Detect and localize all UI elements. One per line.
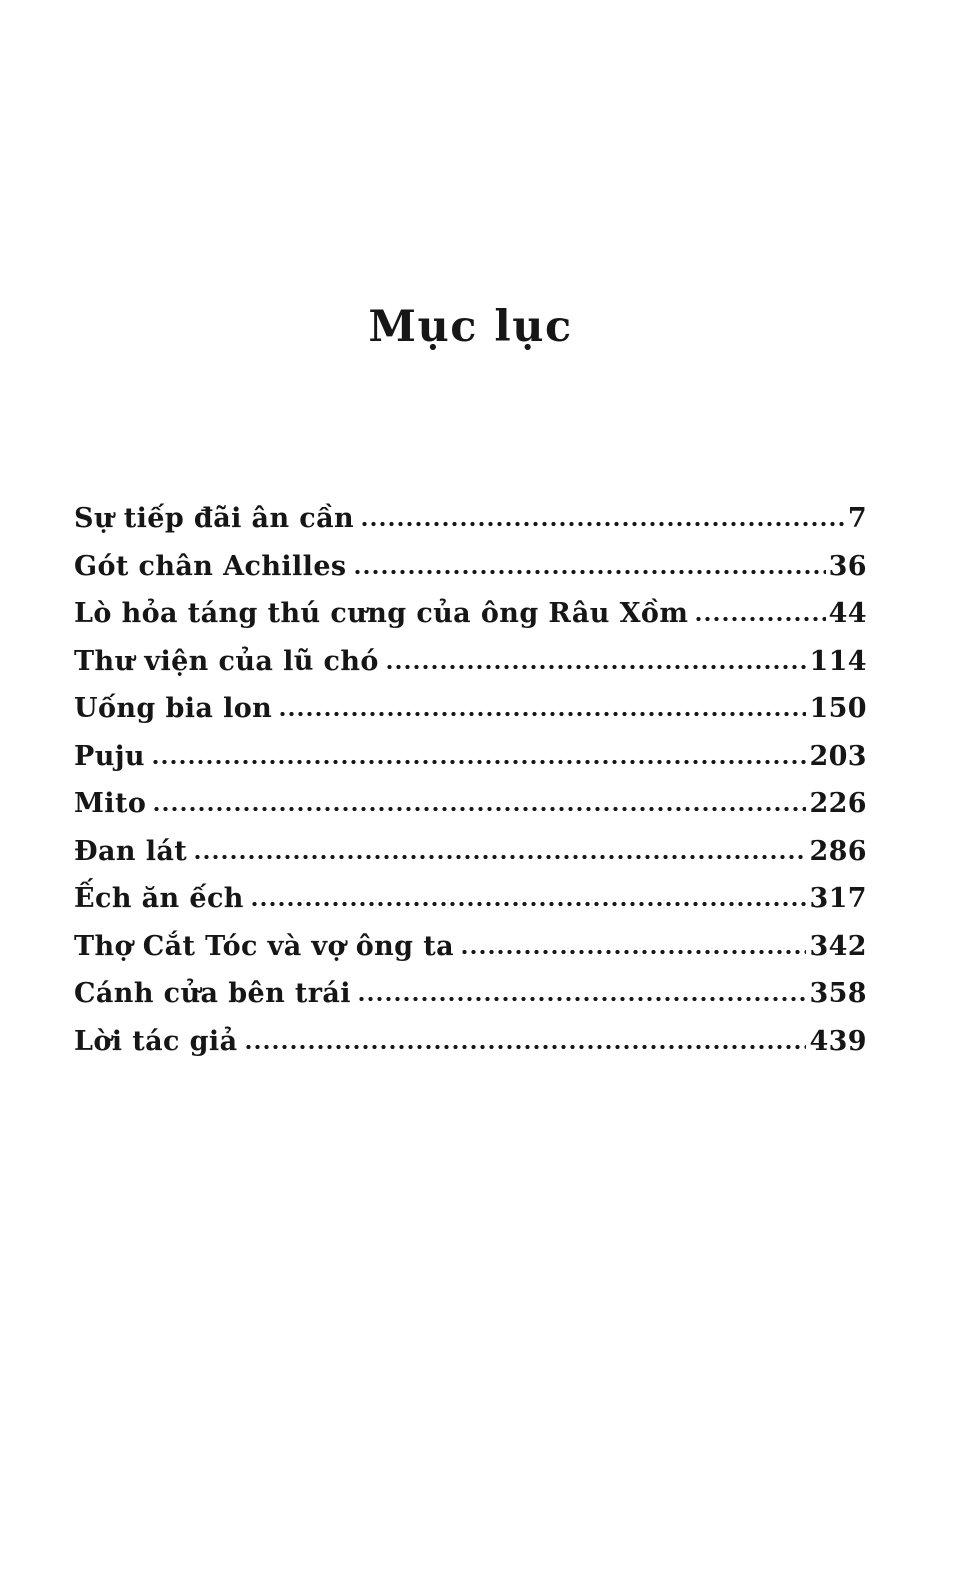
toc-entry-page: 342 — [809, 930, 867, 962]
toc-entry — [74, 979, 867, 1008]
dot-leader — [244, 1043, 807, 1051]
dot-leader — [278, 710, 806, 718]
toc-entry-page: 358 — [809, 978, 867, 1010]
toc-entry-page: 114 — [809, 645, 867, 677]
dot-leader — [694, 615, 825, 623]
dot-leader — [353, 568, 826, 576]
toc-entry — [74, 884, 867, 913]
toc-entry-page: 7 — [847, 503, 867, 535]
dot-leader — [357, 995, 806, 1003]
toc-entry — [74, 742, 867, 771]
toc-entry-page: 203 — [809, 740, 867, 772]
toc-entry-page: 439 — [809, 1025, 867, 1057]
toc-entry — [74, 789, 867, 818]
page-title: Mục lục — [368, 302, 573, 352]
toc-entry-page: 150 — [809, 693, 867, 725]
toc-entry — [74, 599, 867, 628]
dot-leader — [193, 853, 806, 861]
toc-entry-page: 226 — [809, 788, 867, 820]
toc-entry — [74, 837, 867, 866]
toc-entry-page: 44 — [828, 598, 867, 630]
toc-entry-page: 317 — [809, 883, 867, 915]
toc-entry-title: Sự tiếp đãi ân cần — [74, 503, 355, 535]
toc-entry-title: Mito — [74, 788, 147, 820]
toc-entry-title: Cánh cửa bên trái — [74, 978, 351, 1010]
toc-entry-title: Ếch ăn ếch — [74, 883, 244, 915]
toc-entry-title: Đan lát — [74, 835, 188, 867]
toc-entry — [74, 932, 867, 961]
dot-leader — [385, 663, 807, 671]
toc-entry-title: Lò hỏa táng thú cưng của ông Râu Xồm — [74, 598, 689, 630]
toc-entry-page: 36 — [828, 550, 867, 582]
toc-entry — [74, 1027, 867, 1056]
toc-entry — [74, 694, 867, 723]
toc-entry-title: Uống bia lon — [74, 693, 273, 725]
table-of-contents — [74, 504, 867, 1056]
dot-leader — [360, 520, 845, 528]
dot-leader — [250, 900, 807, 908]
toc-entry-title: Lời tác giả — [74, 1025, 238, 1057]
toc-entry-title: Thư viện của lũ chó — [74, 645, 379, 677]
toc-entry — [74, 552, 867, 581]
toc-entry-title: Thợ Cắt Tóc và vợ ông ta — [74, 930, 454, 962]
dot-leader — [460, 948, 806, 956]
dot-leader — [152, 805, 806, 813]
dot-leader — [151, 758, 807, 766]
toc-entry-title: Puju — [74, 740, 145, 772]
toc-entry — [74, 504, 867, 533]
toc-entry-title: Gót chân Achilles — [74, 550, 347, 582]
toc-entry-page: 286 — [809, 835, 867, 867]
toc-entry — [74, 647, 867, 676]
